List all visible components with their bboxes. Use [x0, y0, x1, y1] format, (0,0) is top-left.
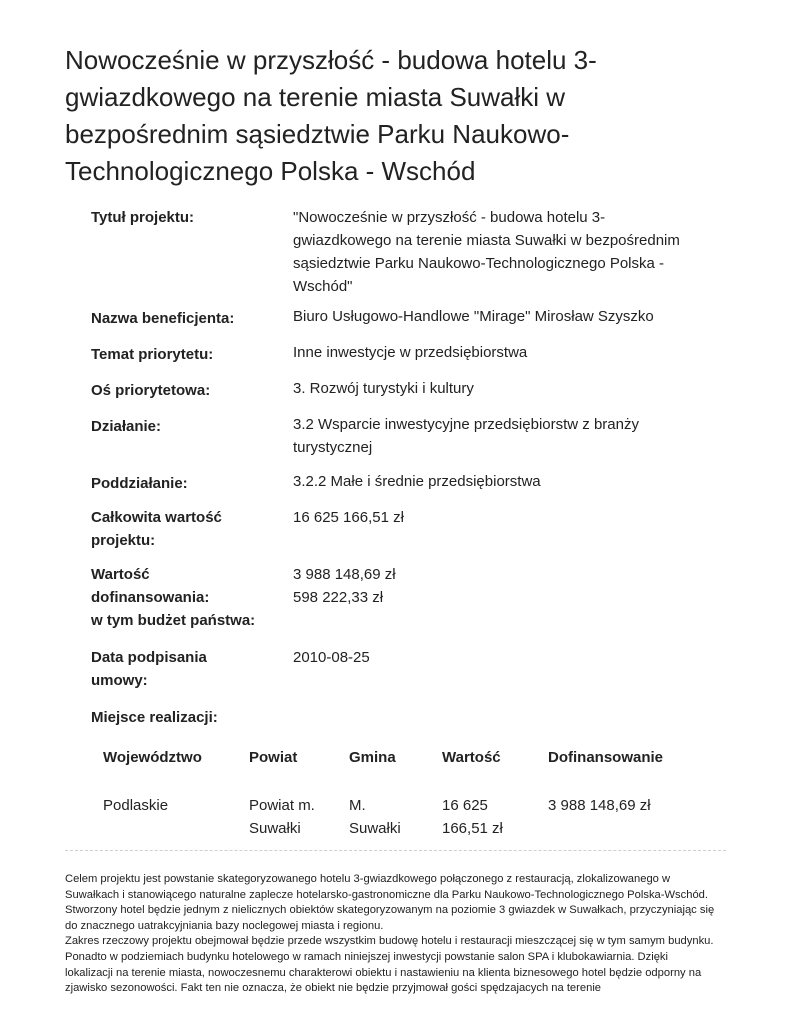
table-cell: M. Suwałki [349, 797, 401, 837]
description-paragraph: Zakres rzeczowy projektu obejmował będzie przede wszystkim budowę hotelu i restauracji mieszczącej się w tym samym budynku. Ponadto w podziemiach budynku hotelowego w ramach niniejszej inwestycji powstanie salon SPA i klubokawiarnia. Dzięki lokalizacji na terenie miasta, nowoczesnemu charakterowi obiektu i nastawieniu na klienta biznesowego hotel będzie odporny na zjawisko sezonowości. Fakt ten nie oznacza, że obiekt nie będzie przyjmował gości spędzajacych na terenie [65, 935, 714, 995]
table-cell: Powiat m. Suwałki [249, 797, 315, 837]
state-budget-value: 598 222,33 zł [293, 589, 384, 606]
field-label: Poddziałanie: [91, 475, 188, 492]
field-value: Inne inwestycje w przedsiębiorstwa [293, 344, 528, 361]
divider [65, 850, 726, 851]
table-cell: Podlaskie [103, 797, 169, 814]
field-value: "Nowocześnie w przyszłość - budowa hotelu 3-gwiazdkowego na terenie miasta Suwałki w bezpośrednim sąsiedztwie Parku Naukowo-Technologicznego Polska - Wschód" [293, 209, 680, 295]
column-header: Gmina [349, 749, 396, 766]
table-cell: 16 625 166,51 zł [442, 797, 503, 837]
description-paragraph: Celem projektu jest powstanie skategoryzowanego hotelu 3-gwiazdkowego połączonego z restauracją, zlokalizowanego w Suwałkach i stanowiącego naturalne zaplecze hotelarsko-gastronomiczne dla Parku Naukowo-Technologicznego Polska-Wschód. Stworzony hotel będzie jednym z nielicznych obiektów skategoryzowanym na poziomie 3 gwiazdek w Suwałkach, przyczyniając się do znacznego uatrakcyjniania bazy noclegowej miasta i regionu. [65, 873, 715, 932]
funding-label: Wartość dofinansowania: [91, 566, 210, 606]
funding-value: 3 988 148,69 zł [293, 566, 396, 583]
field-label: Data podpisania umowy: [91, 649, 207, 689]
field-value: 2010-08-25 [293, 649, 370, 666]
field-label: Nazwa beneficjenta: [91, 310, 235, 327]
field-label: Tytuł projektu: [91, 209, 195, 226]
table-row [92, 783, 674, 840]
field-value: 3. Rozwój turystyki i kultury [293, 380, 474, 397]
field-label: Temat priorytetu: [91, 346, 214, 363]
column-header: Wartość [442, 749, 501, 766]
field-value: Biuro Usługowo-Handlowe "Mirage" Mirosław Szyszko [293, 308, 654, 325]
location-table [92, 746, 674, 840]
project-description [65, 872, 715, 997]
field-value: 16 625 166,51 zł [293, 509, 404, 526]
location-label: Miejsce realizacji: [91, 709, 218, 726]
field-value [293, 563, 693, 609]
table-header-row [92, 746, 674, 783]
field-label: Działanie: [91, 418, 162, 435]
state-budget-label: w tym budżet państwa: [91, 612, 256, 629]
field-label: Całkowita wartość projektu: [91, 509, 222, 549]
column-header: Dofinansowanie [548, 749, 664, 766]
column-header: Województwo [103, 749, 202, 766]
field-label: Oś priorytetowa: [91, 382, 211, 399]
field-label [91, 563, 271, 632]
field-value: 3.2 Wsparcie inwestycyjne przedsiębiorstw z branży turystycznej [293, 416, 639, 456]
field-value: 3.2.2 Małe i średnie przedsiębiorstwa [293, 473, 541, 490]
column-header: Powiat [249, 749, 298, 766]
table-cell: 3 988 148,69 zł [548, 797, 651, 814]
page-title: Nowocześnie w przyszłość - budowa hotelu 3-gwiazdkowego na terenie miasta Suwałki w bezpośrednim sąsiedztwie Parku Naukowo-Technologicznego Polska - Wschód [65, 45, 597, 186]
